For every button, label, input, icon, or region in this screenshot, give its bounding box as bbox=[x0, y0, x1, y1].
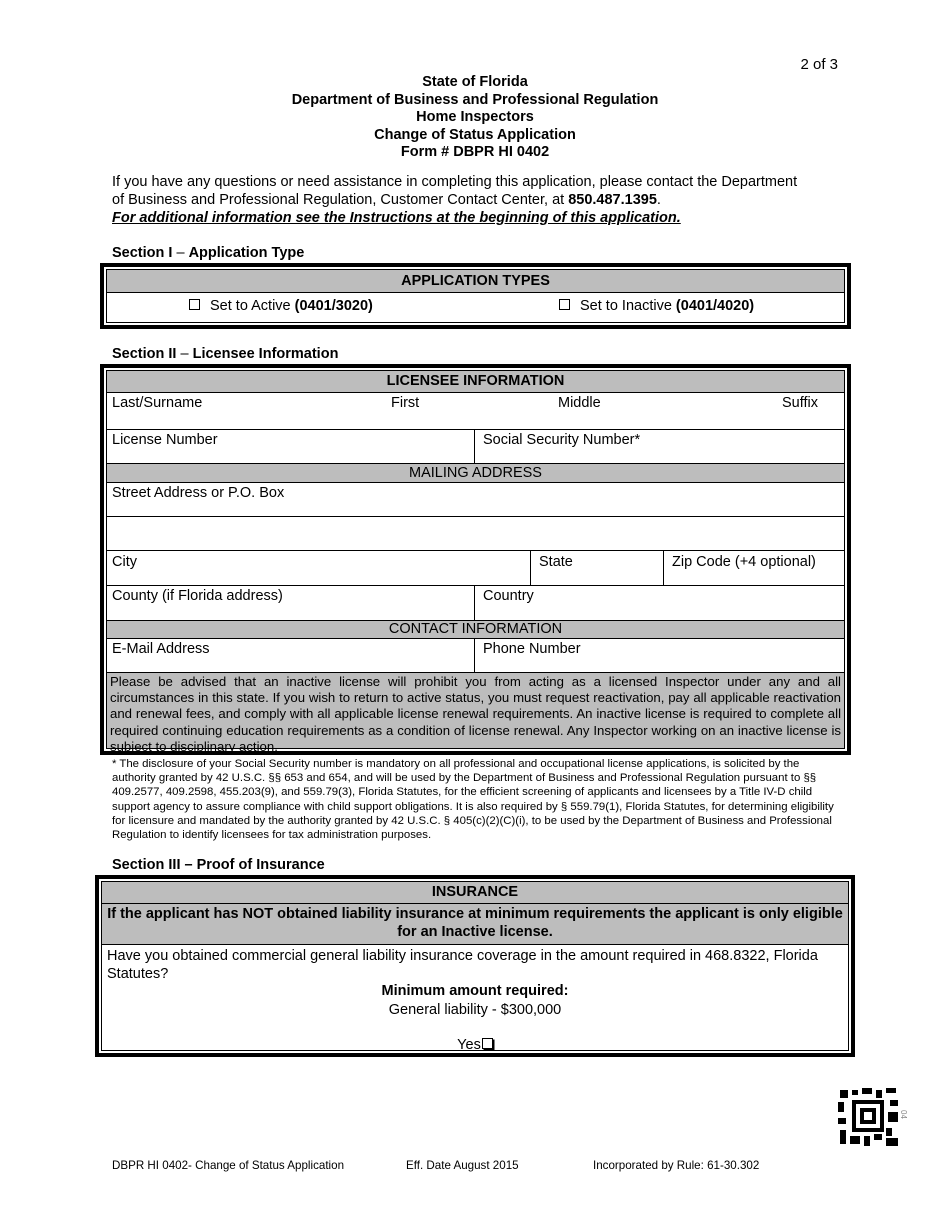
email-address-field[interactable]: E-Mail Address bbox=[112, 641, 210, 657]
section2-title-bold: Section II bbox=[112, 346, 177, 362]
section1-title-dash: – bbox=[172, 245, 189, 261]
last-name-field[interactable]: Last/Surname bbox=[112, 395, 203, 411]
zip-code-field[interactable]: Zip Code (+4 optional) bbox=[672, 554, 816, 570]
county-field[interactable]: County (if Florida address) bbox=[112, 588, 283, 604]
intro-paragraph bbox=[112, 174, 812, 227]
state-field[interactable]: State bbox=[539, 554, 573, 570]
footer-rule: Incorporated by Rule: 61-30.302 bbox=[593, 1159, 760, 1172]
phone-number-field[interactable]: Phone Number bbox=[483, 641, 581, 657]
option-active-label: Set to Active bbox=[210, 298, 295, 314]
header-form-number: Form # DBPR HI 0402 bbox=[400, 144, 550, 161]
intro-period: . bbox=[656, 191, 661, 208]
page-number: 2 of 3 bbox=[800, 56, 838, 73]
first-name-field[interactable]: First bbox=[391, 395, 420, 411]
header-profession: Home Inspectors bbox=[416, 109, 534, 126]
mailing-address-header: MAILING ADDRESS bbox=[107, 464, 844, 482]
option-inactive-label: Set to Inactive bbox=[580, 298, 676, 314]
header-state: State of Florida bbox=[422, 74, 528, 90]
section2-title bbox=[112, 346, 338, 362]
inactive-license-notice: Please be advised that an inactive license will prohibit you from acting as a licensed Inspector under any and all circumstances in this state. If you wish to return to active status, you must request reactivation, pay all applicable reactivation and renewal fees, and comply with all applicable license renewal requirements. An inactive license is required to complete all required continuing education requirements as a condition of license renewal. Any Inspector working on an inactive license is subject to disciplinary action. bbox=[107, 673, 844, 748]
licensee-information-table bbox=[100, 364, 851, 755]
instructions-note: For additional information see the Instructions at the beginning of this application. bbox=[112, 209, 681, 226]
section3-title: Section III – Proof of Insurance bbox=[112, 857, 325, 873]
insurance-warning: If the applicant has NOT obtained liability insurance at minimum requirements the applicant is only eligible for an Inactive license. bbox=[102, 904, 848, 944]
checkbox-inactive[interactable] bbox=[559, 299, 570, 310]
section1-title-bold: Section I bbox=[112, 245, 173, 261]
footer-effective-date: Eff. Date August 2015 bbox=[406, 1159, 519, 1172]
application-types-header: APPLICATION TYPES bbox=[107, 270, 844, 292]
yes-label: Yes bbox=[457, 1037, 481, 1053]
contact-phone: 850.487.1395 bbox=[568, 191, 657, 208]
licensee-info-header: LICENSEE INFORMATION bbox=[107, 371, 844, 392]
suffix-field[interactable]: Suffix bbox=[782, 395, 819, 411]
header-form-title: Change of Status Application bbox=[374, 126, 576, 143]
form-header bbox=[0, 74, 950, 162]
yes-checkbox[interactable] bbox=[482, 1038, 493, 1049]
middle-name-field[interactable]: Middle bbox=[558, 395, 601, 411]
option-set-active[interactable] bbox=[189, 298, 373, 314]
qr-code-icon bbox=[838, 1088, 898, 1146]
option-set-inactive[interactable] bbox=[559, 298, 754, 314]
intro-text: If you have any questions or need assistance in completing this application, please contact the Department of Business and Professional Regulation, Customer Contact Center, at bbox=[112, 174, 798, 208]
section2-title-rest: Licensee Information bbox=[192, 346, 339, 362]
ssn-disclosure: * The disclosure of your Social Security number is mandatory on all professional and occupational license applications, is solicited by the authority granted by 42 U.S.C. §§ 653 and 654, and will be used by the Department of Business and Professional Regulation pursuant to §§ 409.2577, 409.2598, 455.203(9), and 559.79(3), Florida Statutes, for the efficient screening of applicants and licensees by a Title IV-D child support agency to assure compliance with child support obligations. It is also required by § 559.79(1), Florida Statutes, for determining eligibility for licensure and mandated by the authority granted by 42 U.S.C. § 405(c)(2)(C)(i), to be used by the Department of Business and Professional Regulation to identify licensees for tax administration purposes. bbox=[112, 758, 834, 842]
insurance-table bbox=[95, 875, 855, 1057]
minimum-amount-label: Minimum amount required: bbox=[381, 983, 569, 999]
ssn-field[interactable]: Social Security Number* bbox=[483, 432, 641, 448]
country-field[interactable]: Country bbox=[483, 588, 534, 604]
application-types-table bbox=[100, 263, 851, 329]
checkbox-active[interactable] bbox=[189, 299, 200, 310]
barcode-code: 04 bbox=[899, 1110, 908, 1119]
city-field[interactable]: City bbox=[112, 554, 137, 570]
insurance-yes-option[interactable] bbox=[102, 1037, 848, 1053]
section1-title-rest: Application Type bbox=[188, 245, 305, 261]
section1-title bbox=[112, 245, 304, 261]
street-address-field[interactable]: Street Address or P.O. Box bbox=[112, 485, 285, 501]
insurance-header: INSURANCE bbox=[102, 882, 848, 903]
option-active-code: (0401/3020) bbox=[294, 298, 373, 314]
license-number-field[interactable]: License Number bbox=[112, 432, 218, 448]
insurance-question: Have you obtained commercial general liability insurance coverage in the amount required in 468.8322, Florida Statutes? bbox=[107, 948, 818, 982]
minimum-amount-value: General liability - $300,000 bbox=[388, 1002, 562, 1018]
section2-title-dash: – bbox=[176, 346, 193, 362]
footer-form-name: DBPR HI 0402- Change of Status Application bbox=[112, 1159, 345, 1172]
header-department: Department of Business and Professional Regulation bbox=[291, 91, 659, 108]
contact-information-header: CONTACT INFORMATION bbox=[107, 621, 844, 638]
option-inactive-code: (0401/4020) bbox=[675, 298, 755, 314]
street-address-line2-field[interactable] bbox=[107, 517, 844, 550]
